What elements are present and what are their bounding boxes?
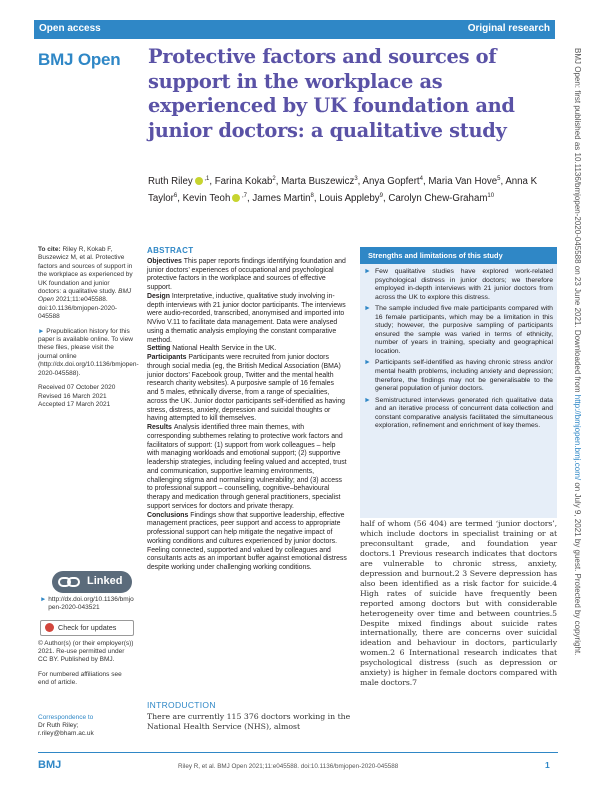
cite-ref: 2021;11:e045588. doi:10.1136/bmjopen-2020-045588: [38, 296, 118, 321]
top-banner: [34, 20, 555, 39]
notice-suffix: on July 9, 2021 by guest. Protected by copyright.: [573, 480, 582, 656]
open-access-label: Open access: [39, 23, 101, 34]
introduction-text: There are currently 115 376 doctors working in the National Health Service (NHS), almost: [147, 712, 351, 731]
linked-badge[interactable]: [52, 571, 132, 593]
abstract-section-text: Findings show that supportive leadership, effective management practices, peer support and access to appropriate professional support can help mitigate the negative impact of working conditions and cultures experienced by junior doctors. Feeling connected, supported and valued by colleagues and consultants acts as an important buffer against emotional distress despite working under challenging working conditions.: [147, 511, 347, 571]
citation-block: [38, 246, 134, 322]
author-affiliation-number: 3: [354, 176, 358, 182]
author-name: Marta Buszewicz: [281, 176, 355, 188]
orcid-icon[interactable]: [195, 177, 203, 185]
strengths-item: [363, 397, 553, 431]
strengths-heading: Strengths and limitations of this study: [368, 251, 503, 260]
correspondence-name: Dr Ruth Riley;: [38, 722, 79, 730]
introduction-heading: INTRODUCTION: [147, 700, 216, 710]
article-type-label: Original research: [467, 23, 550, 34]
strengths-heading-bar: [360, 247, 557, 264]
abstract-section-label: Design: [147, 292, 172, 300]
check-for-updates-button[interactable]: [40, 620, 134, 636]
prepub-note[interactable]: ► Prepublication history for this paper is available online. To view these files, please visit the journal online (http://dx.doi.org/10.1136/bmjopen-2020-045588).: [38, 327, 139, 377]
footer-logo: BMJ: [38, 759, 62, 771]
bullet-arrow-icon: ►: [364, 305, 371, 313]
abstract-section: [147, 293, 347, 346]
license-block: [38, 640, 134, 687]
revised-date: Revised 16 March 2021: [38, 392, 107, 400]
author-name: Carolyn Chew-Graham: [388, 193, 488, 205]
linked-label: Linked: [87, 575, 123, 587]
license-text: © Author(s) (or their employer(s)) 2021. Re-use permitted under CC BY. Published by BMJ.: [38, 640, 134, 664]
abstract-section: [147, 258, 347, 293]
vertical-download-notice: [570, 48, 582, 748]
abstract: [147, 247, 347, 573]
bullet-arrow-icon: ►: [364, 268, 371, 275]
abstract-section-text: Participants were recruited from junior doctors through social media (eg, the British Medical Association (BMA) junior doctors’ Facebook group, Twitter and the mental health research charity websites). A purposive sample of 16 females and 5 males, ethnically diverse, from a range of specialities, across the UK. Junior doctor participants self-identified as having stress, distress, anxiety, depression and suicidal thoughts or having attempted to kill themselves.: [147, 354, 346, 423]
check-updates-label: Check for updates: [58, 623, 117, 632]
footer-citation: Riley R, et al. BMJ Open 2021;11:e045588. doi:10.1136/bmjopen-2020-045588: [178, 763, 399, 770]
correspondence-email[interactable]: r.riley@bham.ac.uk: [38, 730, 94, 738]
correspondence-block: [38, 714, 134, 739]
author-name: Maria Van Hove: [428, 176, 498, 188]
strengths-item-text: Few qualitative studies have explored work-related psychological distress in junior doctors; we therefore employed in-depth interviews with 21 junior doctors from across the UK to explore this distress.: [375, 268, 553, 301]
abstract-sections: [147, 258, 347, 573]
author-name: Louis Appleby: [319, 193, 380, 205]
update-badge-icon: [45, 623, 54, 632]
author-name: Anya Gopfert: [362, 176, 420, 188]
author-name: Anna K Taylor: [148, 176, 538, 205]
notice-url[interactable]: http://bmjopen.bmj.com/: [573, 394, 582, 481]
linked-doi: http://dx.doi.org/10.1136/bmjopen-2020-043521: [48, 596, 134, 611]
strengths-item: [363, 359, 553, 393]
article-sidebar: [38, 246, 139, 409]
author-affiliation-number: 6: [173, 193, 178, 200]
cite-prefix: To cite:: [38, 246, 61, 253]
body-text: half of whom (56 404) are termed ‘junior doctors’, which include doctors in specialist training or at preconsultant grade, and foundation year doctors.1 Previous research indicates that doctors are vulnerable to chronic stress, anxiety, depression and burnout.2 3 Severe depression has also been identified as a risk factor for suicide.4 High rates of suicide have frequently been reported among doctors but with considerable heterogeneity over time and between countries.5 Despite mixed findings about suicide rates internationally, there are concerns over suicidal ideation and behaviour in doctors, particularly women.2 6 International research indicates that psychological distress (such as depression or anxiety) is higher in female doctors compared with male doctors.7: [360, 519, 557, 688]
prepub-text: Prepublication history for this paper is available online. To view these files, please visit the journal online (http://dx.doi.org/10.1136/bmjopen-2020-045588).: [38, 327, 139, 377]
notice-prefix: BMJ Open: first published as 10.1136/bmjopen-2020-045588 on 23 June 2021. Downloaded from: [573, 48, 582, 395]
abstract-section: [147, 354, 347, 424]
author-name: Farina Kokab: [214, 176, 273, 188]
abstract-section-label: Conclusions: [147, 511, 191, 519]
linked-doi-link[interactable]: ► http://dx.doi.org/10.1136/bmjopen-2020-043521: [40, 596, 136, 612]
abstract-section-label: Participants: [147, 354, 189, 361]
strengths-item: [363, 305, 553, 356]
author-name: Kevin Teoh: [182, 193, 231, 205]
chain-link-icon: [58, 576, 80, 588]
author-affiliation-number: 4: [419, 176, 423, 182]
strengths-list: [363, 268, 553, 434]
abstract-section-text: Interpretative, inductive, qualitative study involving in-depth interviews with 21 junior doctor participants. The interviews were audio-recorded, transcribed, anonymised and imported into NVivo V.11 to facilitate data management. Data were analysed using a thematic analysis employing the constant comparative method.: [147, 292, 346, 344]
author-list: Ruth Riley $^{,1}$, Farina Kokab$^2$, Marta Buszewicz$^3$, Anya Gopfert$^4$, Maria Van Hove$^5$, Anna K Taylor$^6$, Kevin Teoh $^{,7}$, James Martin$^8$, Louis Appleby$^9$, Carolyn Chew-Graham$^{10}$: [148, 176, 538, 205]
affiliation-note: For numbered affiliations see end of article.: [38, 670, 122, 686]
bullet-arrow-icon: ►: [364, 396, 371, 404]
author-affiliation-number: 10: [487, 193, 495, 200]
strengths-item-text: Semistructured interviews generated rich qualitative data and an iterative process of concurrent data collection and constant comparative analysis facilitated the simultaneous exploration, refinement and enrichment of key themes.: [375, 396, 553, 430]
received-date: Received 07 October 2020: [38, 384, 116, 392]
author-affiliation-number: 2: [272, 176, 276, 182]
cite-text: Riley R, Kokab F, Buszewicz M, et al. Protective factors and sources of support in the workplace as experienced by UK foundation and junior doctors: a qualitative study.: [38, 246, 133, 296]
author-affiliation-number: ,7: [240, 193, 248, 200]
cite-journal: BMJ Open: [38, 288, 132, 304]
footer-divider: [38, 752, 558, 753]
abstract-section-label: Results: [147, 424, 174, 431]
abstract-section-label: Setting: [147, 345, 173, 353]
accepted-date: Accepted 17 March 2021: [38, 400, 111, 408]
bullet-arrow-icon: ►: [364, 359, 371, 367]
author-affiliation-number: 5: [497, 176, 501, 182]
author-affiliation-number: ,1: [202, 176, 210, 182]
abstract-section: [147, 424, 347, 512]
author-affiliation-number: 8: [310, 193, 314, 200]
correspondence-heading: Correspondence to: [38, 714, 94, 721]
abstract-heading: ABSTRACT: [147, 246, 194, 255]
abstract-section: [147, 345, 347, 354]
abstract-section: [147, 512, 347, 573]
author-name: Ruth Riley: [148, 176, 193, 188]
strengths-item-text: The sample included five male participants compared with 16 female participants, which may be a limitation in this study; however, the purposive sampling of participants ensured the sample was varied in terms of ethnicity, number of years in training, specialty and geographical location.: [375, 305, 553, 355]
article-title: Protective factors and sources of support in the workplace as experienced by UK foundation and junior doctors: a qualitative study: [148, 45, 515, 142]
page-number: 1: [545, 760, 550, 770]
strengths-item: [363, 268, 553, 302]
author-affiliation-number: 9: [379, 193, 383, 200]
journal-logo[interactable]: BMJ Open: [38, 50, 121, 69]
abstract-section-text: Analysis identified three main themes, with corresponding subthemes relating to protective work factors and facilitators of support: (1) support from work colleagues – help with managing workloads and emotional support; (2) supportive leadership strategies, including feeling valued and accepted, trust and communication, supportive learning environments, challenging stigma and normalising vulnerability; and (3) access to professional support – counselling, cognitive–behavioural therapy and medication through general practitioners, specialist support services for doctors and private therapy.: [147, 424, 347, 510]
strengths-item-text: Participants self-identified as having chronic stress and/or mental health problems, including anxiety and depression; therefore, the findings may not be generalisable to the general population of junior doctors.: [375, 359, 553, 393]
abstract-section-text: This paper reports findings identifying foundation and junior doctors’ experiences of occupational and psychological protective factors in the workplace and sources of effective support.: [147, 257, 346, 291]
abstract-section-label: Objectives: [147, 257, 184, 265]
author-name: James Martin: [252, 193, 311, 205]
abstract-section-text: National Health Service in the UK.: [172, 345, 277, 353]
